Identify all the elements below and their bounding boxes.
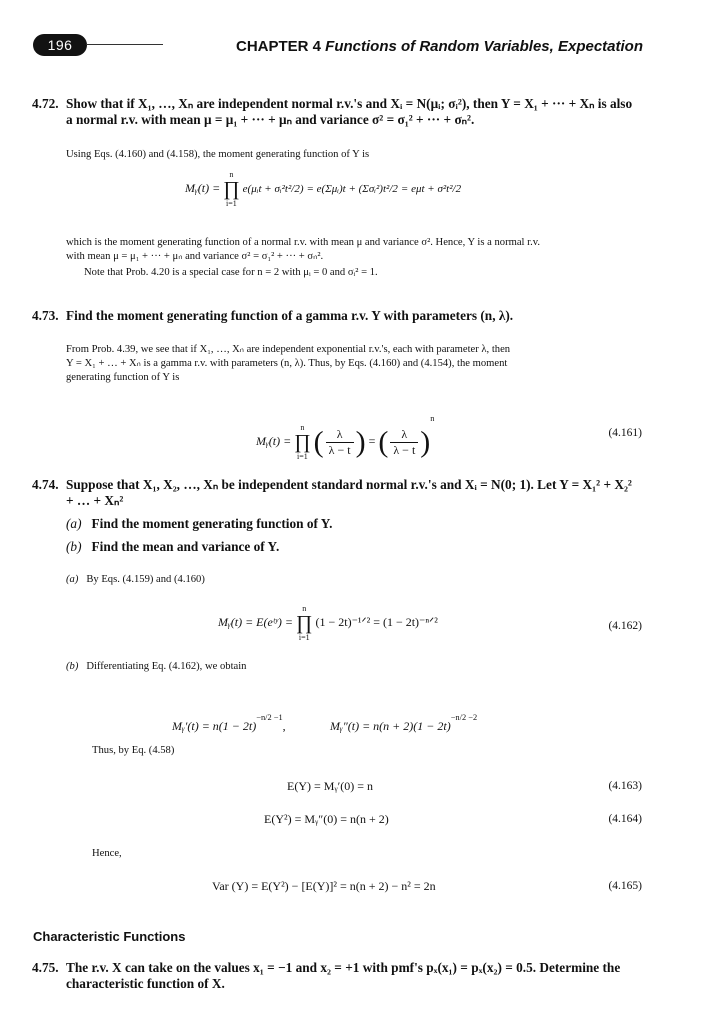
equation-4-163: E(Y) = Mᵧ′(0) = n bbox=[287, 779, 373, 793]
part-a: (a) Find the moment generating function of Y. bbox=[66, 516, 333, 531]
problem-number: 4.74. bbox=[32, 477, 59, 492]
solution-4-74a-intro: (a) By Eqs. (4.159) and (4.160) bbox=[66, 574, 205, 585]
problem-text-line1: Suppose that X₁, X₂, …, Xₙ be independent standard normal r.v.'s and Xᵢ = N(0; 1). Let Y = X₁² + X₂² bbox=[66, 477, 632, 492]
page-number-badge: 196 bbox=[33, 34, 87, 56]
fraction: $\frac{\lambda}{\lambda - t}$ bbox=[326, 427, 354, 458]
equation-number-4-165: (4.165) bbox=[608, 880, 642, 892]
problem-number: 4.75. bbox=[32, 960, 59, 975]
section-title: Characteristic Functions bbox=[33, 929, 186, 944]
problem-number: 4.72. bbox=[32, 96, 59, 111]
eq-term2: = e(Σμᵢ)t + (Σσᵢ²)t²/2 bbox=[306, 182, 398, 195]
eq-term3: = eμt + σ²t²/2 bbox=[400, 182, 462, 195]
eq-term1: e(μᵢt + σᵢ²t²/2) bbox=[242, 182, 304, 195]
chapter-label: CHAPTER 4 bbox=[235, 38, 321, 55]
chapter-header bbox=[236, 38, 643, 55]
fraction: $\frac{\lambda}{\lambda - t}$ bbox=[390, 427, 418, 458]
problem-4-72 bbox=[32, 96, 648, 128]
equation-4-162: Mᵧ(t) = E(eᵗʸ) = n ∏ i=1 (1 − 2t)⁻¹ᐟ² = (1 − 2t)⁻ⁿᐟ² bbox=[218, 604, 438, 642]
product-operator: n ∏ i=1 bbox=[296, 604, 313, 642]
equation-number-4-162: (4.162) bbox=[608, 620, 642, 632]
solution-4-72-note: Note that Prob. 4.20 is a special case for n = 2 with μᵢ = 0 and σᵢ² = 1. bbox=[84, 267, 378, 278]
product-operator: n ∏ i=1 bbox=[294, 423, 311, 462]
equation-4-165: Var (Y) = E(Y²) − [E(Y)]² = n(n + 2) − n² = 2n bbox=[212, 879, 436, 893]
problem-4-73 bbox=[32, 308, 648, 324]
problem-text-line2: characteristic function of X. bbox=[66, 976, 225, 991]
equation-4-164: E(Y²) = Mᵧ″(0) = n(n + 2) bbox=[264, 812, 389, 826]
solution-4-73-text1: From Prob. 4.39, we see that if X₁, …, Xₙ are independent exponential r.v.'s, each with parameter λ, then bbox=[66, 344, 511, 355]
problem-number: 4.73. bbox=[32, 308, 59, 323]
part-b: (b) Find the mean and variance of Y. bbox=[66, 539, 280, 554]
solution-4-73-text3: generating function of Y is bbox=[66, 372, 180, 383]
equation-number-4-161: (4.161) bbox=[608, 427, 642, 439]
product-operator: n ∏ i=1 bbox=[223, 170, 240, 208]
solution-4-72-intro: Using Eqs. (4.160) and (4.158), the moment generating function of Y is bbox=[66, 149, 370, 160]
eq-lhs: Mᵧ(t) = bbox=[185, 180, 221, 195]
equation-second-derivative: Mᵧ″(t) = $n(n + 2)(1 - 2t)^{-n/2 -2}$ bbox=[330, 713, 478, 733]
solution-4-72-text2: with mean μ = μ₁ + ··· + μₙ and variance σ² = σ₁² + ··· + σₙ². bbox=[66, 251, 324, 262]
thus-text: Thus, by Eq. (4.58) bbox=[92, 745, 175, 756]
equation-4-161: Mᵧ(t) = n ∏ i=1 ( $\frac{\lambda}{\lambda - t}$ ) = ( $\frac{\lambda}{\lambda - t}$ )$^n$ bbox=[256, 414, 435, 462]
problem-4-74 bbox=[32, 477, 648, 509]
equation-number-4-164: (4.164) bbox=[608, 813, 642, 825]
equation-number-4-163: (4.163) bbox=[608, 780, 642, 792]
equation-mgf-normal-sum bbox=[185, 170, 461, 208]
solution-4-74b-intro: (b) Differentiating Eq. (4.162), we obtain bbox=[66, 661, 247, 672]
problem-text-line2: a normal r.v. with mean μ = μ₁ + ··· + μₙ and variance σ² = σ₁² + ··· + σₙ². bbox=[66, 112, 475, 127]
solution-4-72-text1: which is the moment generating function of a normal r.v. with mean μ and variance σ². Hence, Y is a normal r.v. bbox=[66, 237, 540, 248]
problem-text-line1: The r.v. X can take on the values x₁ = −1 and x₂ = +1 with pmf's pₓ(x₁) = pₓ(x₂) = 0.5. Determine the bbox=[66, 960, 621, 975]
hence-text: Hence, bbox=[92, 848, 122, 859]
problem-4-75 bbox=[32, 960, 648, 992]
eq-lhs: Mᵧ(t) = bbox=[256, 434, 292, 448]
solution-4-73-text2: Y = X₁ + … + Xₙ is a gamma r.v. with parameters (n, λ). Thus, by Eqs. (4.160) and (4.154), the moment bbox=[66, 358, 508, 369]
chapter-title: Functions of Random Variables, Expectation bbox=[325, 38, 643, 55]
problem-text-line1: Show that if X₁, …, Xₙ are independent normal r.v.'s and Xᵢ = N(μᵢ; σᵢ²), then Y = X₁ + ··· + Xₙ is also bbox=[66, 96, 633, 111]
header-rule bbox=[86, 44, 163, 45]
equation-first-derivative: Mᵧ′(t) = $n(1 - 2t)^{-n/2 -1}$, bbox=[172, 713, 286, 733]
power: n bbox=[430, 414, 435, 423]
problem-text-line1: Find the moment generating function of a gamma r.v. Y with parameters (n, λ). bbox=[66, 308, 514, 323]
problem-text-line2: + … + Xₙ² bbox=[66, 493, 124, 508]
